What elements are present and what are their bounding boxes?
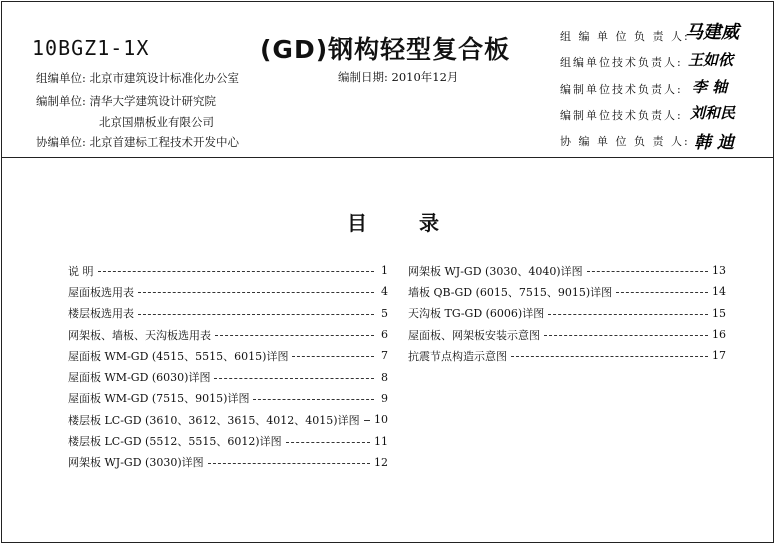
- toc-entry[interactable]: [68, 409, 388, 430]
- toc-entry[interactable]: [68, 345, 388, 366]
- toc-entry[interactable]: [68, 324, 388, 345]
- title-block: [2, 2, 773, 158]
- toc-entry-text: 屋面板 WM-GD (6030)详图: [68, 371, 211, 385]
- date-value: 2010年12月: [391, 70, 459, 84]
- toc-leader: [214, 378, 374, 379]
- org-row: [36, 70, 239, 86]
- signature-3: 李 轴: [692, 78, 728, 96]
- toc-right-column: [408, 260, 726, 366]
- toc-entry-page: 9: [381, 391, 388, 405]
- toc-entry[interactable]: [68, 260, 388, 281]
- toc-entry-text: 屋面板选用表: [68, 285, 134, 299]
- signature-4: 刘和民: [690, 104, 736, 122]
- toc-leader: [616, 292, 708, 293]
- toc-leader: [587, 271, 708, 272]
- editor-value-1: 清华大学建筑设计研究院: [89, 94, 217, 108]
- toc-entry-text: 楼层板 LC-GD (3610、3612、3615、4012、4015)详图: [68, 413, 360, 427]
- toc-leader: [138, 314, 374, 315]
- toc-entry-text: 网架板、墙板、天沟板选用表: [68, 328, 211, 342]
- toc-title: 目录: [347, 211, 491, 235]
- toc-entry-text: 屋面板 WM-GD (7515、9015)详图: [68, 392, 250, 406]
- drawing-sheet: [1, 1, 774, 543]
- toc-leader: [364, 420, 370, 421]
- toc-entry-text: 说 明: [68, 264, 94, 278]
- toc-leader: [544, 335, 708, 336]
- toc-entry-text: 天沟板 TG-GD (6006)详图: [408, 307, 545, 321]
- toc-entry-page: 10: [374, 413, 388, 427]
- toc-leader: [286, 442, 370, 443]
- toc-left-column: [68, 260, 388, 473]
- toc-entry[interactable]: [68, 388, 388, 409]
- toc-entry-page: 16: [712, 328, 726, 342]
- resp-label-2: 组编单位技术负责人:: [560, 56, 683, 69]
- toc-entry[interactable]: [408, 324, 726, 345]
- date-label: 编制日期:: [338, 70, 388, 84]
- toc-entry-page: 5: [381, 306, 388, 320]
- toc-entry-page: 8: [381, 370, 388, 384]
- toc-entry[interactable]: [408, 260, 726, 281]
- toc-entry-text: 网架板 WJ-GD (3030、4040)详图: [408, 264, 583, 278]
- atlas-code: 10BGZ1-1X: [32, 36, 150, 60]
- editor-row: [36, 93, 216, 109]
- signature-1: 马建威: [685, 22, 739, 43]
- toc-entry-text: 抗震节点构造示意图: [408, 349, 507, 363]
- toc-entry[interactable]: [68, 281, 388, 302]
- toc-entry[interactable]: [68, 366, 388, 387]
- toc-entry-page: 11: [374, 434, 388, 448]
- toc-entry-text: 网架板 WJ-GD (3030)详图: [68, 456, 204, 470]
- toc-entry-text: 墙板 QB-GD (6015、7515、9015)详图: [408, 285, 613, 299]
- resp-label-4: 编制单位技术负责人:: [560, 109, 683, 122]
- toc-leader: [511, 356, 708, 357]
- org-label: 组编单位:: [36, 71, 86, 85]
- resp-label-1: 组 编 单 位 负 责 人:: [560, 30, 690, 43]
- toc-entry[interactable]: [408, 345, 726, 366]
- org-value: 北京市建筑设计标准化办公室: [89, 71, 240, 85]
- toc-entry-page: 6: [381, 328, 388, 342]
- toc-entry[interactable]: [68, 430, 388, 451]
- toc-entry-text: 楼层板 LC-GD (5512、5515、6012)详图: [68, 435, 282, 449]
- coop-row: [36, 134, 239, 150]
- toc-entry-page: 4: [381, 285, 388, 299]
- toc-leader: [208, 463, 370, 464]
- signature-2: 王如依: [688, 51, 734, 69]
- toc-leader: [253, 399, 374, 400]
- toc-leader: [292, 356, 374, 357]
- editor-value-2: 北京国鼎板业有限公司: [99, 115, 214, 129]
- coop-value: 北京首建标工程技术开发中心: [89, 135, 240, 149]
- date-row: [338, 69, 458, 85]
- coop-label: 协编单位:: [36, 135, 86, 149]
- toc-entry-text: 屋面板、网架板安装示意图: [408, 328, 540, 342]
- toc-entry[interactable]: [68, 452, 388, 473]
- toc-leader: [138, 292, 374, 293]
- toc-entry-page: 13: [712, 264, 726, 278]
- toc-entry-page: 17: [712, 349, 726, 363]
- toc-leader: [548, 314, 708, 315]
- toc-entry[interactable]: [68, 303, 388, 324]
- toc-entry-text: 楼层板选用表: [68, 307, 134, 321]
- toc-leader: [215, 335, 374, 336]
- toc-entry-page: 7: [381, 349, 388, 363]
- resp-label-3: 编制单位技术负责人:: [560, 83, 683, 96]
- toc-entry-page: 14: [712, 285, 726, 299]
- signature-5: 韩 迪: [694, 133, 734, 153]
- toc-leader: [98, 271, 375, 272]
- toc-entry-page: 15: [712, 306, 726, 320]
- toc-entry[interactable]: [408, 281, 726, 302]
- toc-entry-page: 1: [381, 264, 388, 278]
- editor-label: 编制单位:: [36, 94, 86, 108]
- toc-entry-text: 屋面板 WM-GD (4515、5515、6015)详图: [68, 349, 289, 363]
- resp-label-5: 协 编 单 位 负 责 人:: [560, 135, 690, 148]
- toc-entry[interactable]: [408, 303, 726, 324]
- toc-entry-page: 12: [374, 455, 388, 469]
- atlas-title: (GD)钢构轻型复合板: [260, 35, 511, 64]
